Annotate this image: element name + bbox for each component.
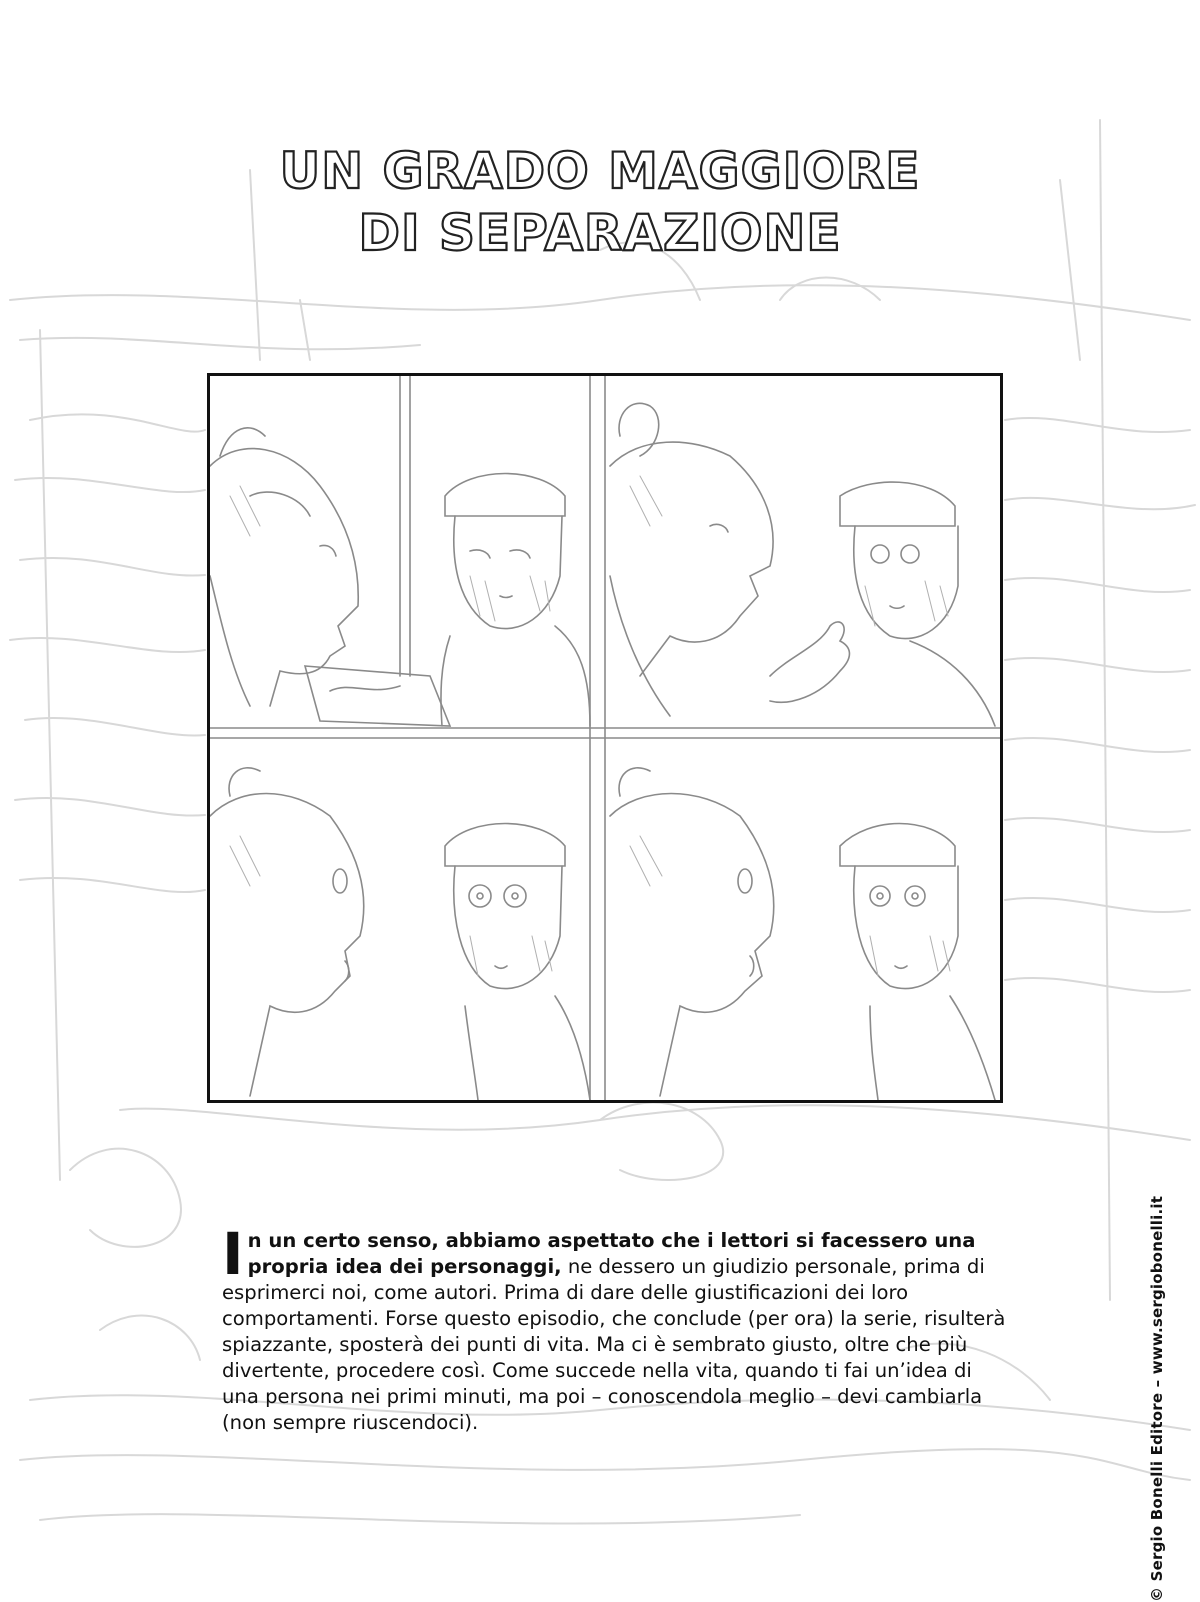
title-line-1: UN GRADO MAGGIORE xyxy=(279,142,921,200)
comic-sketch-image xyxy=(210,376,1000,1100)
drop-cap: I xyxy=(222,1220,244,1288)
article-text xyxy=(222,1220,1012,1436)
comic-sketch-panels xyxy=(207,373,1003,1103)
copyright-credit: © Sergio Bonelli Editore – www.sergiobonelli.it xyxy=(1148,1195,1166,1602)
title-line-2: DI SEPARAZIONE xyxy=(358,204,842,262)
article-body: ne dessero un giudizio personale, prima di esprimerci noi, come autori. Prima di dare delle giustificazioni dei loro comportamenti. Forse questo episodio, che conclude (per ora) la serie, risulterà spiazzante, sposterà dei punti di vita. Ma ci è sembrato giusto, oltre che più divertente, procedere così. Come succede nella vita, quando ti fai un’idea di una persona nei primi minuti, ma poi – conoscendola meglio – devi cambiarla (non sempre riuscendoci). xyxy=(222,1255,1006,1434)
article-lead: n un certo senso, abbiamo aspettato che i lettori si facessero una propria idea dei personaggi, xyxy=(247,1229,976,1278)
page-title xyxy=(0,140,1200,264)
